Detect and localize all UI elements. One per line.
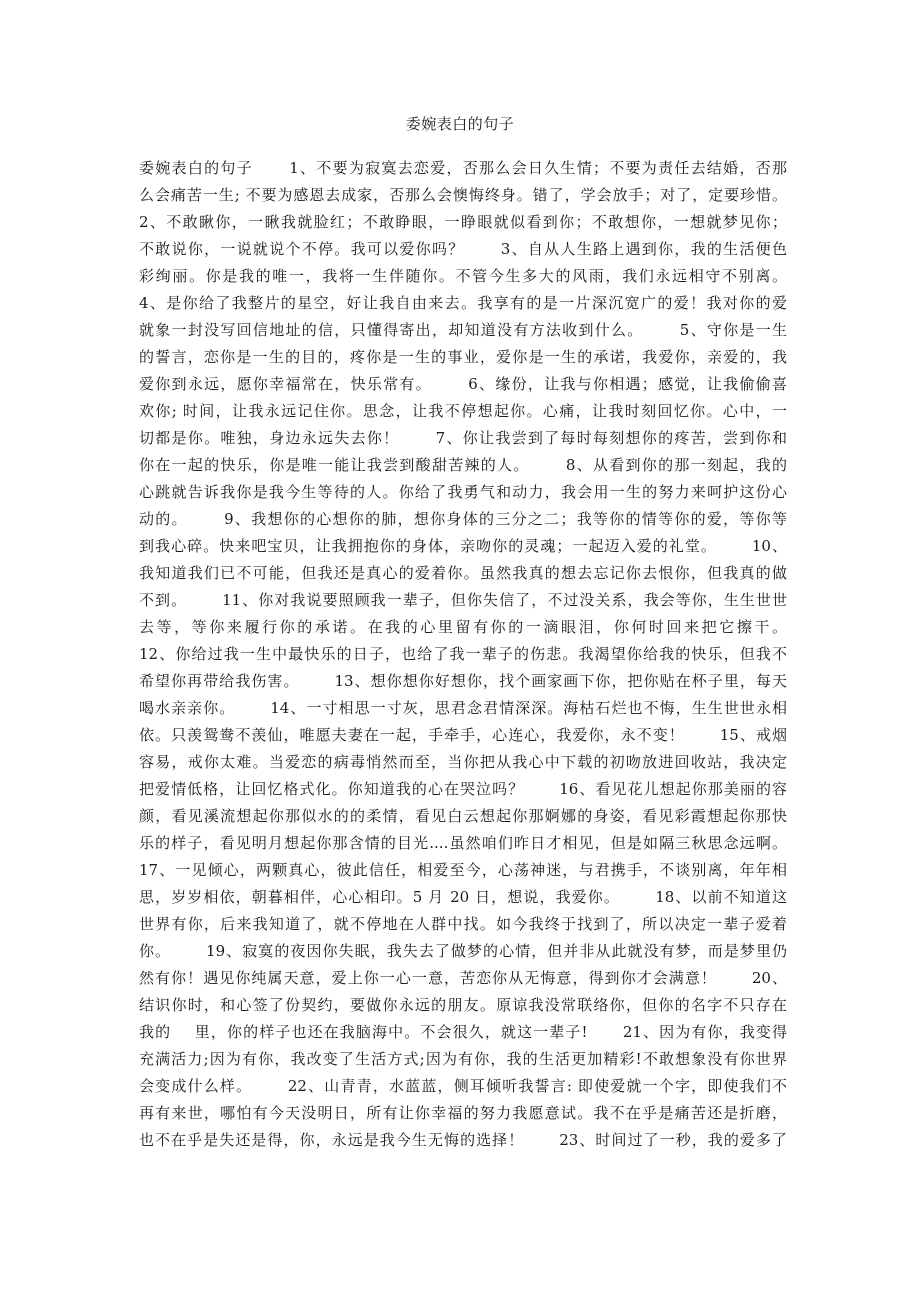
body-line: 会变成什么样。 22、山青青，水蓝蓝，侧耳倾听我誓言: 即使爱就一个字，即使我们不 (139, 1077, 787, 1095)
body-line: 然有你！遇见你纯属天意，爱上你一心一意，苦恋你从无悔意，得到你才会满意！ 20、 (139, 969, 787, 987)
body-line: 心跳就告诉我你是我今生等待的人。你给了我勇气和动力，我会用一生的努力来呵护这份心 (139, 483, 787, 501)
body-line: 么会痛苦一生; 不要为感恩去成家，否那么会懊悔终身。错了，学会放手；对了，定要珍惜。 (139, 186, 787, 204)
body-line: 动的。 9、我想你的心想你的肺，想你身体的三分之二；我等你的情等你的爱，等你等 (139, 510, 787, 528)
body-line: 爱你到永远，愿你幸福常在，快乐常有。 6、缘份，让我与你相遇；感觉，让我偷偷喜 (139, 375, 787, 393)
body-line: 切都是你。唯独，身边永远失去你！ 7、你让我尝到了每时每刻想你的疼苦，尝到你和 (139, 429, 787, 447)
body-line: 彩绚丽。你是我的唯一，我将一生伴随你。不管今生多大的风雨，我们永远相守不别离。 (139, 267, 787, 285)
body-line: 乐的样子，看见明月想起你那含情的目光....虽然咱们昨日才相见，但是如隔三秋思念远啊。 (139, 834, 787, 852)
body-line: 到我心碎。快来吧宝贝，让我拥抱你的身体，亲吻你的灵魂；一起迈入爱的礼堂。 10、 (139, 537, 787, 555)
body-line: 的誓言，恋你是一生的目的，疼你是一生的事业，爱你是一生的承诺，我爱你，亲爱的，我 (139, 348, 787, 366)
body-line: 委婉表白的句子 1、不要为寂寞去恋爱，否那么会日久生情；不要为责任去结婚，否那 (139, 159, 787, 177)
body-line: 把爱情低格，让回忆格式化。你知道我的心在哭泣吗？ 16、看见花儿想起你那美丽的容 (139, 780, 787, 798)
body-line: 12、你给过我一生中最快乐的日子，也给了我一辈子的伤悲。我渴望你给我的快乐，但我不 (139, 645, 787, 663)
body-line: 你在一起的快乐，你是唯一能让我尝到酸甜苦辣的人。 8、从看到你的那一刻起，我的 (139, 456, 787, 474)
body-line: 结识你时，和心签了份契约，要做你永远的朋友。原谅我没常联络你，但你的名字不只存在 (139, 996, 787, 1014)
body-line: 欢你; 时间，让我永远记住你。思念，让我不停想起你。心痛，让我时刻回忆你。心中，一 (139, 402, 787, 420)
body-line: 思，岁岁相依，朝暮相伴，心心相印。5 月 20 日，想说，我爱你。 18、以前不知道这 (139, 888, 787, 906)
body-line: 依。只羡鸳鸯不羡仙，唯愿夫妻在一起，手牵手，心连心，我爱你，永不变！ 15、戒烟 (139, 726, 787, 744)
body-line: 我知道我们已不可能，但我还是真心的爱着你。虽然我真的想去忘记你去恨你，但我真的做 (139, 564, 787, 582)
body-line: 不敢说你，一说就说个不停。我可以爱你吗？ 3、自从人生路上遇到你，我的生活便色 (139, 240, 787, 258)
body-line: 去等，等你来履行你的承诺。在我的心里留有你的一滴眼泪，你何时回来把它擦干。 (139, 618, 787, 636)
body-line: 就象一封没写回信地址的信，只懂得寄出，却知道没有方法收到什么。 5、守你是一生 (139, 321, 787, 339)
body-line: 4、是你给了我整片的星空，好让我自由来去。我享有的是一片深沉宽广的爱！我对你的爱 (139, 294, 787, 312)
body-line: 颜，看见溪流想起你那似水的的柔情，看见白云想起你那婀娜的身姿，看见彩霞想起你那快 (139, 807, 787, 825)
body-line: 你。 19、寂寞的夜因你失眠，我失去了做梦的心情，但并非从此就没有梦，而是梦里仍 (139, 942, 787, 960)
body-line: 世界有你，后来我知道了，就不停地在人群中找。如今我终于找到了，所以决定一辈子爱着 (139, 915, 787, 933)
body-line: 不到。 11、你对我说要照顾我一辈子，但你失信了，不过没关系，我会等你，生生世世 (139, 591, 787, 609)
body-line: 喝水亲亲你。 14、一寸相思一寸灰，思君念君情深深。海枯石烂也不悔，生生世世永相 (139, 699, 787, 717)
body-line: 希望你再带给我伤害。 13、想你想你好想你，找个画家画下你，把你贴在杯子里，每天 (139, 672, 787, 690)
document-title: 委婉表白的句子 (405, 115, 515, 133)
body-line: 2、不敢瞅你，一瞅我就脸红；不敢睁眼，一睁眼就似看到你；不敢想你，一想就梦见你； (139, 213, 787, 231)
body-line: 17、一见倾心，两颗真心，彼此信任，相爱至今，心荡神迷，与君携手，不谈别离，年年相 (139, 861, 787, 879)
body-line: 容易，戒你太难。当爱恋的病毒悄然而至，当你把从我心中下载的初吻放进回收站，我决定 (139, 753, 787, 771)
body-line: 再有来世，哪怕有今天没明日，所有让你幸福的努力我愿意试。我不在乎是痛苦还是折磨， (139, 1104, 787, 1122)
document-body (139, 155, 787, 1154)
body-line: 充满活力;因为有你，我改变了生活方式;因为有你，我的生活更加精彩!不敢想象没有你世界 (139, 1050, 787, 1068)
body-line: 我的 里，你的样子也还在我脑海中。不会很久，就这一辈子! 21、因为有你，我变得 (139, 1023, 787, 1041)
body-line: 也不在乎是失还是得，你，永远是我今生无悔的选择！ 23、时间过了一秒，我的爱多了 (139, 1131, 787, 1149)
